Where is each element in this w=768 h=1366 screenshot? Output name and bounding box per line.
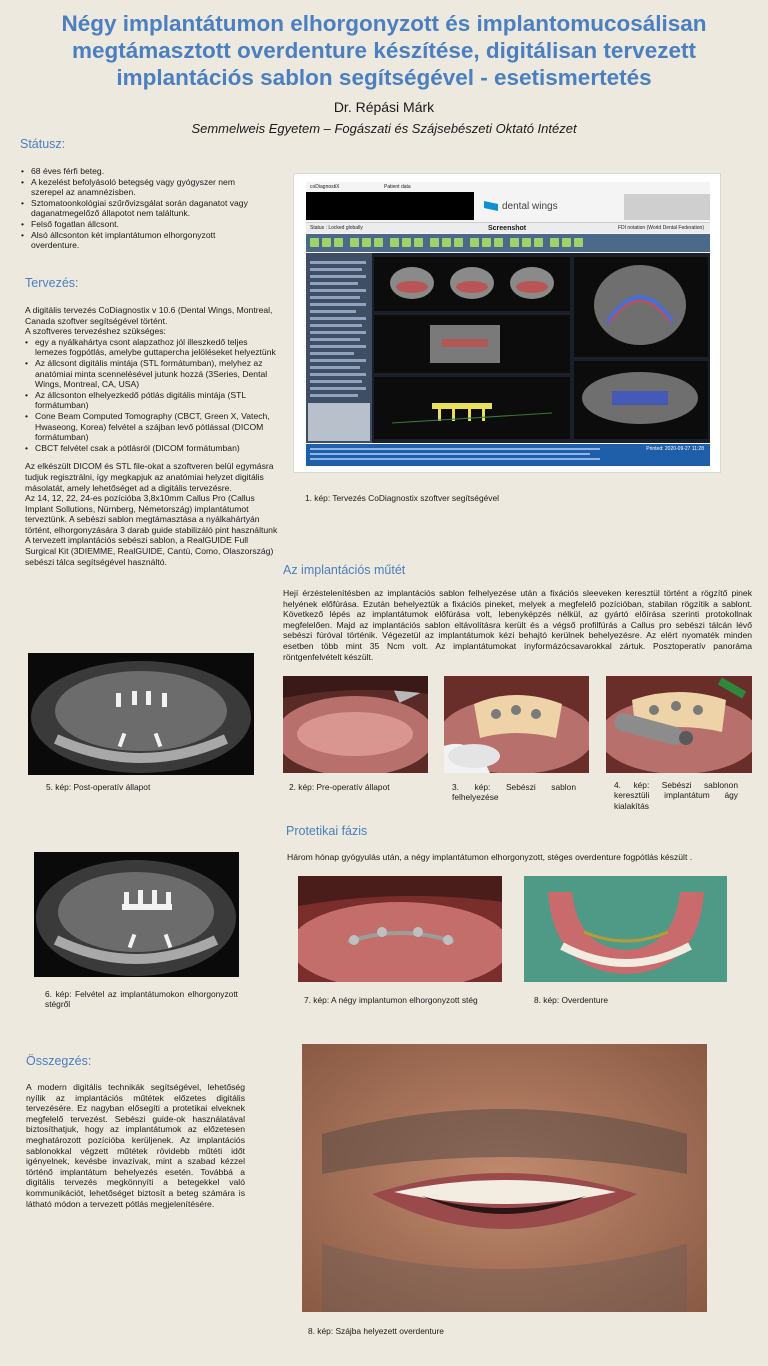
title-line: Négy implantátumon elhorgonyzott és implantomucosálisan	[61, 11, 707, 36]
title-line: megtámasztott overdenture készítése, digitálisan tervezett	[72, 38, 696, 63]
figure-caption: 2. kép: Pre-operatív állapot	[289, 782, 390, 792]
prosthetic-heading: Protetikai fázis	[286, 824, 368, 838]
poster-title	[0, 10, 768, 91]
planning-paragraph: Az elkészült DICOM és STL file-okat a szoftveren belül egymásra tudjuk regisztrálni, így megkapjuk az anatómiai helyzet digitális másolatát, amely lehetőséget ad a digitális tervezésre.	[25, 461, 274, 493]
list-item: • A kezelést befolyásoló betegség vagy gyógyszer nem szerepel az anamnézisben.	[21, 177, 261, 198]
list-item: • Az állcsonton elhelyezkedő pótlás digitális mintája (STL formátumban)	[25, 390, 281, 411]
status-list	[21, 166, 261, 251]
brand-name: dental wings	[502, 200, 558, 212]
title-line: implantációs sablon segítségével - esetismertetés	[116, 65, 652, 90]
photo-implant-bar	[298, 876, 502, 982]
surgery-text: Hejí érzéstelenítésben az implantációs sablon felhelyezése után a fixációs sleeveken keresztül történt a rögzítő pinek helyének előfúrása. Ezután behelyeztük a fixációs pineket, melyek a megfelelő pozícióban, stabilan rögzítik a sablont. Következő lépés az implantátumok előfúrása volt, lebenyképzés nélkül, az gyártó előírása szerinti protokollnak megfelelően. Majd az implantációs sablon eltávolításra került és a végső profilfúrás a Callus pro sebészi tálcán lévő sebészi fúróval történik. Végezetül az implantátumok kézi behajtó kerülnek behelyezésre. Az elért nyomaték minden esetben több mint 35 Ncm volt. Az implantátumokat ínyformázócsavarokkal zártuk. Posztoperatív panoráma röntgenfelvételt készült.	[283, 588, 752, 662]
figure-caption: 1. kép: Tervezés CoDiagnostix szoftver segítségével	[305, 493, 499, 503]
figure-caption: 8. kép: Szájba helyezett overdenture	[308, 1326, 444, 1336]
status-heading: Státusz:	[20, 137, 66, 151]
figure-caption: 7. kép: A négy implantumon elhorgonyzott stég	[304, 995, 478, 1005]
summary-text: A modern digitális technikák segítségével, lehetőség nyílik az implantációs műtétek előzetes digitális tervezésére. Ez nagyban elősegíti a protetikai elveknek megfelelő tervezést. Sebészi guide-ok használatával biztosíthatjuk, hogy az implantátumok az előzetesen meghatározott pozícióba kerüljenek. Az implantációs sablonokkal végzett műtétek rövidebb műtéti időt igényelnek, kevésbe invazívak, mint a szabad kézzel történő implantátum behelyezés esetén. Továbbá a digitális tervezés megkönnyíti a betegekkel való kommunikációt, lehetőséget biztosít a beteg számára is látható módon a tervezett pótlás megjelenítésére.	[26, 1082, 245, 1209]
notation-label: FDI notation (World Dental Federation)	[617, 225, 704, 231]
photo-preoperative	[283, 676, 428, 773]
photo-implant-drilling	[606, 676, 752, 773]
planning-text	[25, 305, 281, 567]
figure-caption: 4. kép: Sebészi sablonon keresztüli implantátum ágy kialakítás	[614, 780, 738, 811]
software-screenshot	[293, 173, 721, 473]
list-item: • egy a nyálkahártya csont alapzathoz jól illeszkedő teljes lemezes fogpótlás, amelybe guttapercha jelöléseket helyeztünk	[25, 337, 281, 358]
object-tree	[306, 253, 372, 443]
institution: Semmelweis Egyetem – Fogászati és Szájsebészeti Oktató Intézet	[191, 121, 577, 136]
software-window	[306, 182, 710, 466]
photo-guide-placement	[444, 676, 589, 773]
figure-caption: 8. kép: Overdenture	[534, 995, 609, 1005]
brand-logo	[484, 196, 558, 216]
author: Dr. Répási Márk	[333, 99, 435, 115]
planning-paragraph: Az 14, 12, 22, 24-es pozícióba 3,8x10mm Callus Pro (Callus Implant Sollutions, Nürnberg, Németország) implantátumot terveztünk. A sebészi sablon megtámasztása a nyálkahártyán történt, elhorgonyzására 3 darab guide stabilizáló pint használtunk	[25, 493, 278, 535]
planning-intro: A digitális tervezés CoDiagnostix v 10.6 (Dental Wings, Montreal, Canada szoftver segítségével történt.	[25, 305, 273, 326]
photo-overdenture	[524, 876, 727, 982]
planning-list	[25, 337, 281, 454]
report-footer	[306, 444, 710, 466]
printed-date: Printed: 2020-09-27 11:28	[646, 446, 704, 452]
planning-paragraph: A tervezett implantációs sebészi sablon, a RealGUIDE Full Surgical Kit (3DIEMME, RealGUIDE, Cantù, Como, Olaszország) sebészi tálca segítségével használtó.	[25, 535, 274, 567]
xray-postoperative	[28, 653, 254, 775]
app-name: coDiagnostiX	[310, 184, 340, 190]
dental-wings-icon	[484, 201, 498, 211]
summary-heading: Összegzés:	[26, 1054, 92, 1068]
list-item: • Az állcsont digitális mintája (STL formátumban), melyhez az anatómiai minta scennelésével jutunk hozzá (3Series, Dental Wings, Montreal, CA, USA)	[25, 358, 281, 390]
list-item: • Alsó állcsonton két implantátumon elhorgonyzott overdenture.	[21, 230, 261, 251]
ct-views	[372, 253, 710, 443]
status-label: Status : Locked globally	[310, 225, 363, 231]
photo-smile	[302, 1044, 707, 1312]
list-item: • Cone Beam Computed Tomography (CBCT, Green X, Vatech, Hwaseong, Korea) felvétel a szájban levő pótlással (DICOM formátumban)	[25, 411, 281, 443]
toolbar-icons	[306, 234, 710, 252]
figure-caption: 3. kép: Sebészi sablon felhelyezése	[452, 782, 576, 803]
surgery-heading: Az implantációs műtét	[283, 563, 406, 577]
panel-label: Patient data	[384, 184, 411, 190]
list-item: • CBCT felvétel csak a pótlásról (DICOM formátumban)	[25, 443, 281, 454]
toolbar	[306, 234, 710, 252]
figure-caption: 5. kép: Post-operatív állapot	[46, 782, 151, 792]
view-title: Screenshot	[488, 225, 527, 232]
planning-heading: Tervezés:	[25, 276, 79, 290]
header-banner	[624, 194, 710, 220]
prosthetic-text: Három hónap gyógyulás után, a négy implantátumon elhorgonyzott, stéges overdenture fogpótlás készült .	[287, 852, 693, 862]
figure-caption: 6. kép: Felvétel az implantátumokon elhorgonyzott stégről	[45, 989, 238, 1010]
list-item: • 68 éves férfi beteg.	[21, 166, 261, 177]
xray-bar	[34, 852, 239, 977]
planning-req-label: A szoftveres tervezéshez szükséges:	[25, 326, 166, 337]
list-item: • Sztomatoonkológiai szűrővizsgálat során daganatot vagy daganatmegelőző állapotot nem találtunk.	[21, 198, 261, 219]
patient-data-panel	[306, 192, 474, 220]
list-item: • Felső fogatlan állcsont.	[21, 219, 261, 230]
